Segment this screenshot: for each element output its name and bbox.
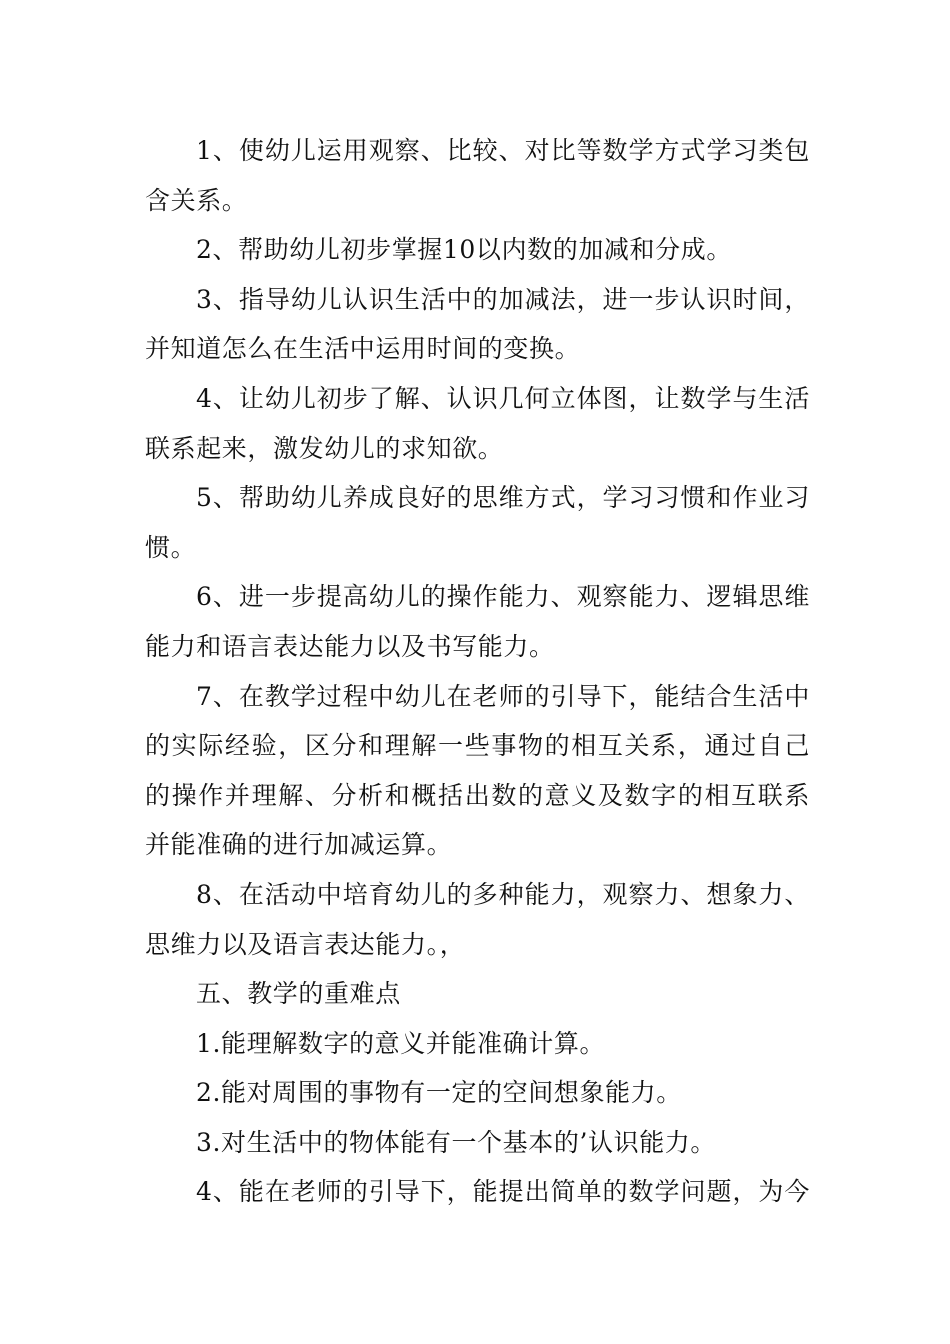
section-heading: 五、教学的重难点 xyxy=(196,979,401,1009)
paragraph-7-line-3: 的操作并理解、分析和概括出数的意义及数字的相互联系 xyxy=(145,780,810,810)
paragraph-4-line-2: 联系起来，激发幼儿的求知欲。 xyxy=(145,433,504,463)
paragraph-6-line-2: 能力和语言表达能力以及书写能力。 xyxy=(145,631,555,661)
key-point-1: 1.能理解数字的意义并能准确计算。 xyxy=(196,1028,606,1058)
paragraph-3-line-2: 并知道怎么在生活中运用时间的变换。 xyxy=(145,334,581,364)
paragraph-7-line-2: 的实际经验，区分和理解一些事物的相互关系，通过自己 xyxy=(145,731,810,761)
key-point-3: 3.对生活中的物体能有一个基本的’认识能力。 xyxy=(196,1127,717,1157)
paragraph-1-line-1: 1、使幼儿运用观察、比较、对比等数学方式学习类包 xyxy=(196,136,810,165)
paragraph-7-line-1: 7、在教学过程中幼儿在老师的引导下，能结合生活中 xyxy=(196,681,810,711)
key-point-4-line-1: 4、能在老师的引导下，能提出简单的数学问题，为今 xyxy=(196,1177,810,1207)
paragraph-5-line-1: 5、帮助幼儿养成良好的思维方式，学习习惯和作业习 xyxy=(196,483,810,513)
paragraph-1-line-2: 含关系。 xyxy=(145,185,248,215)
key-point-2: 2.能对周围的事物有一定的空间想象能力。 xyxy=(196,1078,682,1108)
paragraph-7-line-4: 并能准确的进行加减运算。 xyxy=(145,830,453,860)
document-body xyxy=(145,126,810,1217)
paragraph-4-line-1: 4、让幼儿初步了解、认识几何立体图，让数学与生活 xyxy=(196,383,810,413)
paragraph-8-line-2: 思维力以及语言表达能力。， xyxy=(145,929,466,959)
paragraph-5-line-2: 惯。 xyxy=(145,532,197,562)
paragraph-2-line-1: 2、帮助幼儿初步掌握10以内数的加减和分成。 xyxy=(196,235,732,265)
paragraph-8-line-1: 8、在活动中培育幼儿的多种能力，观察力、想象力、 xyxy=(196,879,810,909)
paragraph-6-line-1: 6、进一步提高幼儿的操作能力、观察能力、逻辑思维 xyxy=(196,582,810,612)
paragraph-3-line-1: 3、指导幼儿认识生活中的加减法，进一步认识时间， xyxy=(196,284,810,314)
